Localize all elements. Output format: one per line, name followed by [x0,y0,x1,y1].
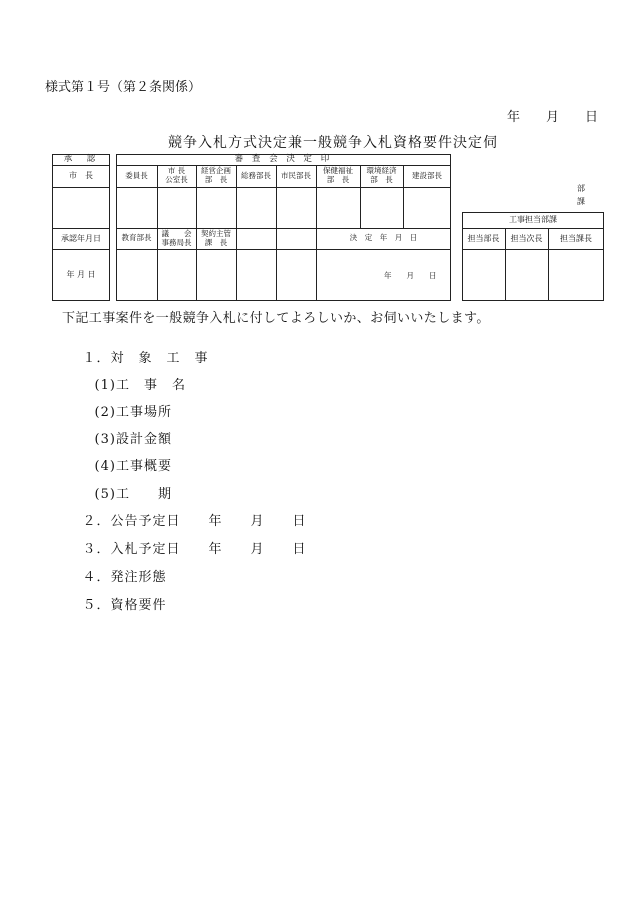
item-number: ３． [82,542,111,557]
date-line: 年 月 日 [506,110,598,125]
page-title: 競争入札方式決定兼一般競争入札資格要件決定伺 [168,135,498,151]
item-text: 入札予定日 年 月 日 [110,542,307,557]
sub-item-number: (4) [94,459,116,474]
sub-item-text: 工事場所 [115,405,172,420]
approval-date-value: 年 月 日 [66,270,96,280]
citizen-affairs-director-label: 市民部長 [281,170,311,180]
decision-date-value: 年 月 日 [384,271,437,280]
item-text: 公告予定日 年 月 日 [110,514,307,529]
education-director-label: 教育部長 [121,233,152,243]
item-text: 対 象 工 事 [110,351,209,366]
approval-header: 承 認 [63,153,99,164]
health-welfare-director-label: 保健福祉 部 長 [323,166,353,184]
dept-director-label: 担当部長 [467,233,500,243]
mayor-office-director-label: 市 長 公室長 [165,166,188,184]
decision-date-label: 決 定 年 月 日 [349,233,418,243]
list-item [62,579,167,628]
sub-item-text: 設計金額 [115,432,172,447]
item-number: ４． [82,570,111,585]
engineering-header: 工事担当部課 [509,215,557,225]
mayor-label: 市 長 [69,171,93,181]
deputy-director-label: 担当次長 [510,233,543,243]
item-text: 発注形態 [110,570,167,585]
approval-date-label: 承認年月日 [61,233,101,243]
construction-director-label: 建設部長 [412,170,442,180]
contract-section-chief-label: 契約主管 課 長 [201,228,231,247]
review-header: 審 査 会 決 定 印 [234,153,333,164]
item-number: １． [82,351,111,366]
committee-chair-label: 委員長 [125,170,148,180]
sub-item-text: 工 事 名 [115,378,186,393]
item-number: ５． [82,598,111,613]
assembly-secretariat-director-label: 議 会 事務局長 [161,228,192,247]
form-number: 様式第１号（第２条関係） [45,80,202,95]
section-chief-label: 担当課長 [560,233,592,243]
planning-director-label: 経営企画 部 長 [201,166,231,184]
side-label-bu: 部 [577,184,585,193]
general-affairs-director-label: 総務部長 [241,170,271,180]
lead-sentence: 下記工事案件を一般競争入札に付してよろしいか、お伺いいたします。 [62,311,490,326]
item-text: 資格要件 [110,598,167,613]
sub-item-text: 工事概要 [115,459,172,474]
sub-item-number: (3) [94,432,116,447]
environment-economy-director-label: 環境経済 部 長 [366,166,397,184]
sub-item-text: 工 期 [115,487,172,502]
sub-item-number: (5) [94,487,116,502]
sub-item-number: (1) [94,378,116,393]
item-number: ２． [82,514,111,529]
sub-item-number: (2) [94,405,116,420]
side-label-ka: 課 [577,197,585,206]
